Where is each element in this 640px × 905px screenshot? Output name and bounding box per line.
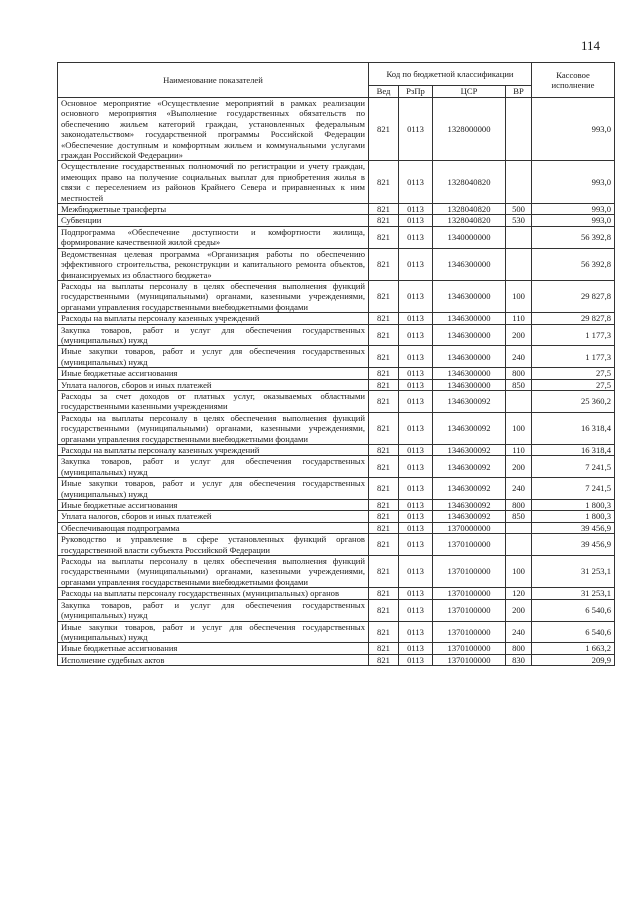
row-rzpr: 0113 — [399, 588, 433, 599]
table-row — [58, 313, 615, 324]
row-csr: 1346300092 — [433, 445, 506, 456]
row-name: Расходы на выплаты персоналу в целях обеспечения выполнения функций государственными (муниципальными) органами, казенными учреждениями, органами управления государственными внебюджетными фондами — [58, 280, 369, 312]
row-amount: 6 540,6 — [532, 621, 615, 643]
header-csr: ЦСР — [433, 86, 506, 98]
row-ved: 821 — [369, 379, 399, 390]
row-amount: 27,5 — [532, 368, 615, 379]
row-ved: 821 — [369, 368, 399, 379]
row-amount: 39 456,9 — [532, 522, 615, 533]
row-vr: 530 — [506, 215, 532, 226]
row-amount: 31 253,1 — [532, 588, 615, 599]
row-rzpr: 0113 — [399, 456, 433, 478]
row-csr: 1370100000 — [433, 621, 506, 643]
row-csr: 1346300000 — [433, 248, 506, 280]
row-vr: 100 — [506, 412, 532, 444]
row-vr: 240 — [506, 621, 532, 643]
row-name: Иные бюджетные ассигнования — [58, 368, 369, 379]
table-row — [58, 511, 615, 522]
row-ved: 821 — [369, 456, 399, 478]
row-amount: 16 318,4 — [532, 445, 615, 456]
table-row — [58, 98, 615, 161]
row-vr — [506, 522, 532, 533]
row-amount: 27,5 — [532, 379, 615, 390]
row-name: Расходы на выплаты персоналу в целях обеспечения выполнения функций государственными (муниципальными) органами, казенными учреждениями, органами управления государственными внебюджетными фондами — [58, 556, 369, 588]
budget-execution-table — [57, 62, 615, 666]
row-name: Расходы на выплаты персоналу казенных учреждений — [58, 445, 369, 456]
table-row — [58, 346, 615, 368]
row-ved: 821 — [369, 522, 399, 533]
row-rzpr: 0113 — [399, 556, 433, 588]
row-vr: 100 — [506, 556, 532, 588]
table-row — [58, 456, 615, 478]
row-ved: 821 — [369, 324, 399, 346]
row-ved: 821 — [369, 226, 399, 248]
row-name: Подпрограмма «Обеспечение доступности и комфортности жилища, формирование качественной жилой среды» — [58, 226, 369, 248]
row-csr: 1346300000 — [433, 313, 506, 324]
row-name: Иные бюджетные ассигнования — [58, 500, 369, 511]
row-name: Уплата налогов, сборов и иных платежей — [58, 511, 369, 522]
row-rzpr: 0113 — [399, 346, 433, 368]
row-csr: 1346300000 — [433, 346, 506, 368]
row-ved: 821 — [369, 346, 399, 368]
table-row — [58, 280, 615, 312]
row-amount: 993,0 — [532, 98, 615, 161]
row-name: Иные закупки товаров, работ и услуг для обеспечения государственных (муниципальных) нужд — [58, 621, 369, 643]
row-vr: 110 — [506, 445, 532, 456]
row-csr: 1346300000 — [433, 379, 506, 390]
header-vr: ВР — [506, 86, 532, 98]
row-amount: 993,0 — [532, 161, 615, 204]
row-csr: 1370100000 — [433, 643, 506, 654]
table-row — [58, 161, 615, 204]
row-csr: 1346300092 — [433, 390, 506, 412]
row-csr: 1346300000 — [433, 280, 506, 312]
row-amount: 31 253,1 — [532, 556, 615, 588]
row-name: Закупка товаров, работ и услуг для обеспечения государственных (муниципальных) нужд — [58, 456, 369, 478]
row-rzpr: 0113 — [399, 226, 433, 248]
table-row — [58, 390, 615, 412]
row-ved: 821 — [369, 511, 399, 522]
row-amount: 1 663,2 — [532, 643, 615, 654]
row-amount: 29 827,8 — [532, 280, 615, 312]
row-ved: 821 — [369, 204, 399, 215]
table-body — [58, 98, 615, 666]
row-amount: 1 177,3 — [532, 324, 615, 346]
row-vr — [506, 390, 532, 412]
row-vr: 200 — [506, 456, 532, 478]
row-name: Расходы на выплаты персоналу государственных (муниципальных) органов — [58, 588, 369, 599]
row-name: Закупка товаров, работ и услуг для обеспечения государственных (муниципальных) нужд — [58, 324, 369, 346]
row-rzpr: 0113 — [399, 412, 433, 444]
row-ved: 821 — [369, 643, 399, 654]
row-amount: 6 540,6 — [532, 599, 615, 621]
row-rzpr: 0113 — [399, 204, 433, 215]
row-name: Исполнение судебных актов — [58, 654, 369, 665]
row-vr — [506, 534, 532, 556]
row-vr: 850 — [506, 511, 532, 522]
row-rzpr: 0113 — [399, 621, 433, 643]
row-ved: 821 — [369, 313, 399, 324]
row-vr: 800 — [506, 368, 532, 379]
row-vr: 240 — [506, 346, 532, 368]
row-ved: 821 — [369, 621, 399, 643]
row-csr: 1328040820 — [433, 215, 506, 226]
row-rzpr: 0113 — [399, 599, 433, 621]
table-row — [58, 522, 615, 533]
row-rzpr: 0113 — [399, 643, 433, 654]
row-amount: 7 241,5 — [532, 478, 615, 500]
table-row — [58, 654, 615, 665]
table-row — [58, 621, 615, 643]
row-ved: 821 — [369, 478, 399, 500]
row-csr: 1370100000 — [433, 534, 506, 556]
row-ved: 821 — [369, 588, 399, 599]
row-amount: 7 241,5 — [532, 456, 615, 478]
row-vr — [506, 248, 532, 280]
table-row — [58, 445, 615, 456]
row-ved: 821 — [369, 161, 399, 204]
row-vr: 120 — [506, 588, 532, 599]
table-row — [58, 379, 615, 390]
row-name: Расходы на выплаты персоналу в целях обеспечения выполнения функций государственными (муниципальными) органами, казенными учреждениями, органами управления государственными внебюджетными фондами — [58, 412, 369, 444]
row-name: Обеспечивающая подпрограмма — [58, 522, 369, 533]
row-vr: 850 — [506, 379, 532, 390]
row-rzpr: 0113 — [399, 445, 433, 456]
row-name: Иные закупки товаров, работ и услуг для обеспечения государственных (муниципальных) нужд — [58, 346, 369, 368]
header-name-column: Наименование показателей — [58, 63, 369, 98]
row-name: Руководство и управление в сфере установленных функций органов государственной власти субъекта Российской Федерации — [58, 534, 369, 556]
row-ved: 821 — [369, 98, 399, 161]
row-csr: 1328040820 — [433, 161, 506, 204]
row-rzpr: 0113 — [399, 215, 433, 226]
row-vr: 500 — [506, 204, 532, 215]
row-ved: 821 — [369, 280, 399, 312]
row-csr: 1328000000 — [433, 98, 506, 161]
row-csr: 1346300092 — [433, 456, 506, 478]
row-name: Иные закупки товаров, работ и услуг для обеспечения государственных (муниципальных) нужд — [58, 478, 369, 500]
table-row — [58, 226, 615, 248]
row-csr: 1346300000 — [433, 368, 506, 379]
row-amount: 29 827,8 — [532, 313, 615, 324]
table-row — [58, 248, 615, 280]
row-vr: 200 — [506, 599, 532, 621]
row-csr: 1346300092 — [433, 511, 506, 522]
table-row — [58, 478, 615, 500]
row-rzpr: 0113 — [399, 280, 433, 312]
table-row — [58, 204, 615, 215]
row-name: Иные бюджетные ассигнования — [58, 643, 369, 654]
row-ved: 821 — [369, 599, 399, 621]
row-name: Субвенции — [58, 215, 369, 226]
row-name: Основное мероприятие «Осуществление мероприятий в рамках реализации основного мероприятия «Выполнение государственных обязательств по обеспечению жильем категорий граждан, установленных федеральным законодательством» государственной программы Российской Федерации «Обеспечение доступным и комфортным жильем и коммунальными услугами граждан Российской Федерации» — [58, 98, 369, 161]
row-amount: 993,0 — [532, 204, 615, 215]
row-rzpr: 0113 — [399, 379, 433, 390]
row-ved: 821 — [369, 445, 399, 456]
table-row — [58, 368, 615, 379]
row-ved: 821 — [369, 500, 399, 511]
row-rzpr: 0113 — [399, 313, 433, 324]
row-vr: 800 — [506, 643, 532, 654]
table-row — [58, 534, 615, 556]
row-csr: 1340000000 — [433, 226, 506, 248]
row-amount: 39 456,9 — [532, 534, 615, 556]
row-amount: 56 392,8 — [532, 248, 615, 280]
row-vr: 240 — [506, 478, 532, 500]
row-csr: 1370100000 — [433, 654, 506, 665]
row-rzpr: 0113 — [399, 500, 433, 511]
row-amount: 1 177,3 — [532, 346, 615, 368]
row-rzpr: 0113 — [399, 511, 433, 522]
row-amount: 1 800,3 — [532, 511, 615, 522]
row-rzpr: 0113 — [399, 478, 433, 500]
row-rzpr: 0113 — [399, 98, 433, 161]
table-header — [58, 63, 615, 98]
row-rzpr: 0113 — [399, 368, 433, 379]
header-ved: Вед — [369, 86, 399, 98]
row-amount: 56 392,8 — [532, 226, 615, 248]
row-amount: 1 800,3 — [532, 500, 615, 511]
row-vr: 200 — [506, 324, 532, 346]
table-row — [58, 588, 615, 599]
row-rzpr: 0113 — [399, 534, 433, 556]
table-row — [58, 412, 615, 444]
row-amount: 16 318,4 — [532, 412, 615, 444]
row-rzpr: 0113 — [399, 654, 433, 665]
row-csr: 1346300092 — [433, 412, 506, 444]
table-row — [58, 215, 615, 226]
row-csr: 1346300092 — [433, 500, 506, 511]
row-amount: 25 360,2 — [532, 390, 615, 412]
row-vr — [506, 98, 532, 161]
table-row — [58, 500, 615, 511]
row-vr: 110 — [506, 313, 532, 324]
row-rzpr: 0113 — [399, 161, 433, 204]
row-ved: 821 — [369, 248, 399, 280]
row-name: Межбюджетные трансферты — [58, 204, 369, 215]
row-ved: 821 — [369, 412, 399, 444]
row-vr: 830 — [506, 654, 532, 665]
header-amount-column: Кассовое исполнение — [532, 63, 615, 98]
row-csr: 1370100000 — [433, 599, 506, 621]
row-name: Закупка товаров, работ и услуг для обеспечения государственных (муниципальных) нужд — [58, 599, 369, 621]
row-csr: 1370100000 — [433, 588, 506, 599]
row-amount: 993,0 — [532, 215, 615, 226]
row-ved: 821 — [369, 390, 399, 412]
row-rzpr: 0113 — [399, 390, 433, 412]
row-ved: 821 — [369, 654, 399, 665]
row-csr: 1370000000 — [433, 522, 506, 533]
row-ved: 821 — [369, 215, 399, 226]
table-row — [58, 599, 615, 621]
row-rzpr: 0113 — [399, 248, 433, 280]
row-vr — [506, 226, 532, 248]
row-vr: 100 — [506, 280, 532, 312]
row-ved: 821 — [369, 534, 399, 556]
row-name: Расходы на выплаты персоналу казенных учреждений — [58, 313, 369, 324]
row-name: Ведомственная целевая программа «Организация работы по обеспечению эффективного строительства, реконструкции и капитального ремонта объектов, финансируемых из областного бюджета» — [58, 248, 369, 280]
row-csr: 1346300000 — [433, 324, 506, 346]
table-row — [58, 556, 615, 588]
row-ved: 821 — [369, 556, 399, 588]
row-csr: 1370100000 — [433, 556, 506, 588]
header-code-group: Код по бюджетной классификации — [369, 63, 532, 86]
page-number: 114 — [580, 38, 600, 53]
row-csr: 1346300092 — [433, 478, 506, 500]
row-vr — [506, 161, 532, 204]
row-amount: 209,9 — [532, 654, 615, 665]
row-vr: 800 — [506, 500, 532, 511]
header-rzpr: РзПр — [399, 86, 433, 98]
row-csr: 1328040820 — [433, 204, 506, 215]
table-row — [58, 324, 615, 346]
row-rzpr: 0113 — [399, 324, 433, 346]
row-name: Осуществление государственных полномочий по регистрации и учету граждан, имеющих право на получение социальных выплат для приобретения жилья в связи с переселением из районов Крайнего Севера и приравненных к ним местностей — [58, 161, 369, 204]
row-rzpr: 0113 — [399, 522, 433, 533]
row-name: Расходы за счет доходов от платных услуг, оказываемых областными государственными казенными учреждениями — [58, 390, 369, 412]
row-name: Уплата налогов, сборов и иных платежей — [58, 379, 369, 390]
table-row — [58, 643, 615, 654]
